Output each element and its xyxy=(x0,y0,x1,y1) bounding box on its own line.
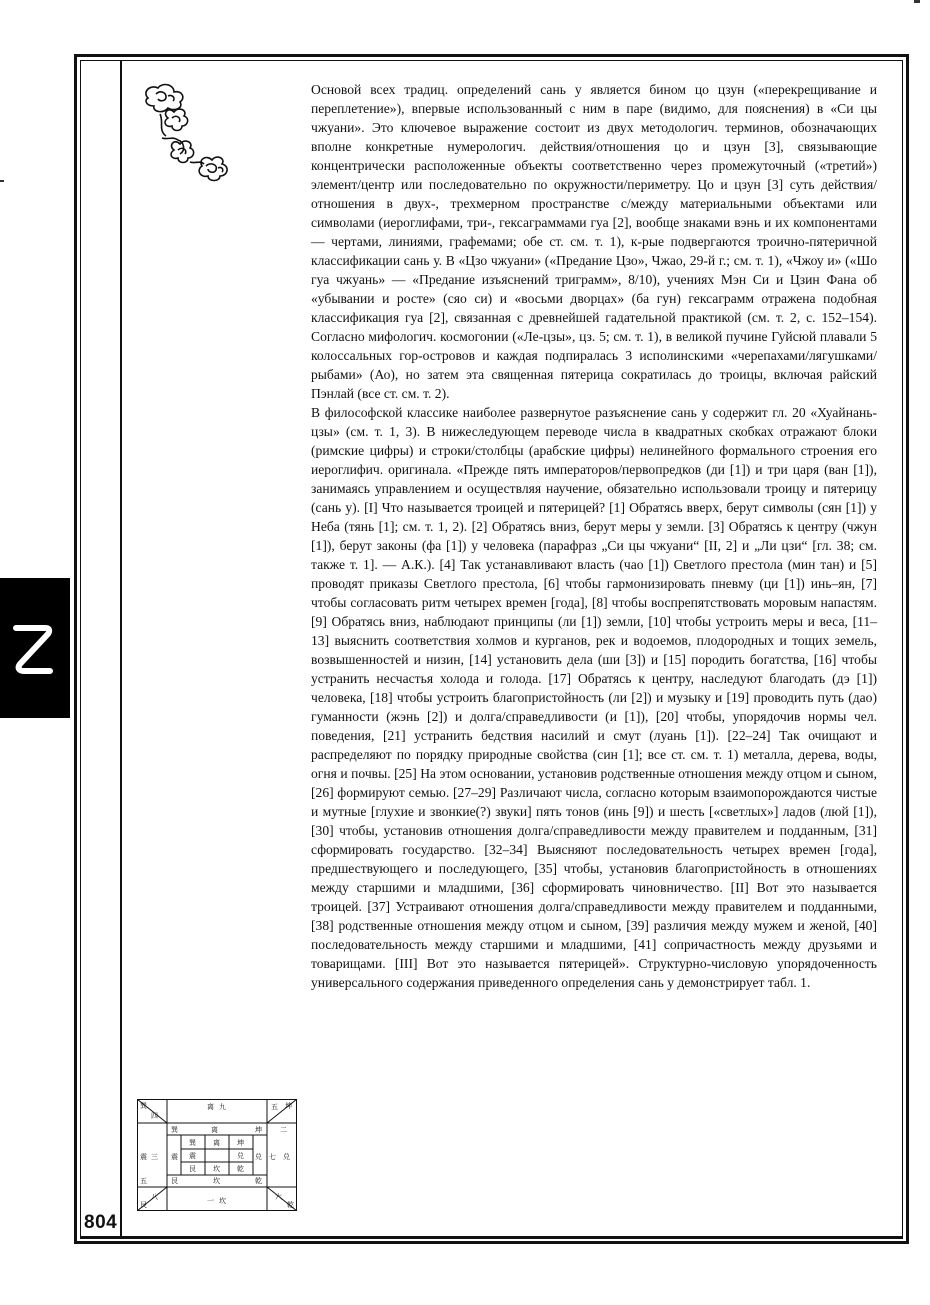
article-body xyxy=(311,80,877,992)
diagram-label: 艮 xyxy=(140,1201,147,1209)
diagram-label: 离 xyxy=(207,1103,214,1111)
diagram-label: 离 xyxy=(213,1139,220,1147)
diagram-label: 震 xyxy=(171,1153,178,1161)
diagram-label: 巽 xyxy=(171,1126,178,1134)
scan-mark xyxy=(914,0,920,3)
diagram-label: 艮 xyxy=(171,1177,178,1185)
diagram-label: 三 xyxy=(151,1153,158,1161)
diagram-label: 坤 xyxy=(285,1102,292,1110)
trigram-square-diagram xyxy=(137,1099,297,1211)
diagram-label: 巽 xyxy=(189,1139,196,1147)
diagram-label: 巽 xyxy=(140,1102,147,1110)
page-number: 804 xyxy=(84,1212,118,1233)
diagram-label: 坎 xyxy=(219,1197,226,1205)
diagram-label: 兑 xyxy=(255,1153,262,1161)
margin-rule xyxy=(120,61,122,1237)
bottom-rule xyxy=(80,1236,903,1239)
yi-glyph-icon xyxy=(10,618,56,678)
cloud-ornament-icon xyxy=(138,80,248,192)
diagram-label: 乾 xyxy=(287,1201,294,1209)
diagram-label: 九 xyxy=(219,1103,226,1111)
diagram-label: 坎 xyxy=(213,1177,220,1185)
diagram-label: 震 xyxy=(189,1152,196,1160)
diagram-label: 兑 xyxy=(283,1153,290,1161)
paragraph-1: Основой всех традиц. определений сань у является бином цо цзун («перекрещивание и переплетение»), впервые использованный с ним в паре (видимо, для пояснения) в «Си цы чжуани». Это ключевое выражение состоит из двух методологич. терминов, обозначающих вполне конкретные нумерологич. действия/отношения цо и цзун [3], связывающие концентрически расположенные объекты соответственно через промежуточный («третий») элемент/центр или последовательно по окружности/периметру. Цо и цзун [3] суть действия/отношения в двух-, трехмерном пространстве с/между материальными объектами или символами (иероглифами, три-, гексаграммами гуа [2], вообще знаками вэнь и их компонентами — чертами, линиями, графемами; обе ст. см. т. 1), к-рые подвергаются троично-пятеричной классификации сань у. В «Цзо чжуани» («Предание Цзо», Чжао, 29-й г.; см. т. 1), «Чжоу и» («Шо гуа чжуань» — «Предание изъяснений триграмм», 8/10), учениях Мэн Си и Цзин Фана об «убывании и росте» (сяо си) и «восьми дворцах» (ба гун) гексаграмм отражена подобная классификация гуа [2], связанная с древнейшей гадательной практикой (см. т. 2, с. 152–154). Согласно мифологич. космогонии («Ле-цзы», цз. 5; см. т. 1), в великой пучине Гуйсюй плавали 5 колоссальных гор-островов и каждая подпиралась 3 исполинскими «черепахами/лягушками/рыбами» (Ао), но затем эта священная пятерица сократилась до троицы, включая райский Пэнлай (все ст. см. т. 2). xyxy=(311,82,877,401)
scan-mark xyxy=(0,180,4,182)
diagram-label: 坎 xyxy=(213,1165,220,1173)
diagram-label: 五 xyxy=(271,1103,278,1111)
diagram-label: 离 xyxy=(211,1126,218,1134)
diagram-label: 坤 xyxy=(237,1139,244,1147)
diagram-label: 七 xyxy=(269,1153,276,1161)
diagram-label: 乾 xyxy=(237,1165,244,1173)
diagram-label: 一 xyxy=(207,1197,214,1205)
diagram-label: 八 xyxy=(151,1193,158,1201)
diagram-label: 艮 xyxy=(189,1165,196,1173)
diagram-label: 四 xyxy=(151,1112,158,1120)
diagram-label: 五 xyxy=(140,1177,147,1185)
section-thumb-tab xyxy=(0,578,70,718)
diagram-label: 二 xyxy=(280,1126,287,1134)
diagram-label: 坤 xyxy=(255,1126,262,1134)
diagram-label: 六 xyxy=(275,1193,282,1201)
paragraph-2: В философской классике наиболее развернутое разъяснение сань у содержит гл. 20 «Хуайнань-цзы» (см. т. 1, 3). В нижеследующем переводе числа в квадратных скобках отражают блоки (римские цифры) и строки/столбцы (арабские цифры) нелинейного формального строения его иероглифич. оригинала. «Прежде пять императоров/первопредков (ди [1]) и три царя (ван [1]), занимаясь управлением и осуществляя научение, обязательно использовали троицу и пятерицу (сань у). [I] Что называется троицей и пятерицей? [1] Обратясь вверх, берут символы (сян [1]) у Неба (тянь [1]; см. т. 1, 2). [2] Обратясь вниз, берут меры у земли. [3] Обратясь к центру (чжун [1]), берут законы (фа [1]) у человека (парафраз „Си цы чжуани“ [II, 2] и „Ли цзи“ [гл. 38; см. также т. 1]. — А.К.). [4] Так устанавливают власть (чао [1]) Светлого престола (мин тан) и [5] проводят приказы Светлого престола, [6] чтобы гармонизировать пневму (ци [1]) инь–ян, [7] чтобы согласовать ритм четырех времен [года], [8] чтобы воспрепятствовать моровым напастям. [9] Обратясь вниз, наблюдают принципы (ли [1]) земли, [10] чтобы устроить меры и веса, [11–13] выяснить соответствия холмов и курганов, рек и водоемов, плодородных и тощих земель, возвышенностей и низин, [14] установить дела (ши [3]) и [15] породить богатства, [16] чтобы устранить несчастья холода и голода. [17] Обратясь к центру, наследуют благодать (дэ [1]) человека, [18] чтобы устроить благопристойность (ли [2]) и музыку и [19] проводить путь (дао) гуманности (жэнь [2]) и долга/справедливости (и [1]), [20] чтобы, упорядочив нормы чел. поведения, [21] устранить бедствия насилий и смут (луань [1]). [22–24] Так очищают и распределяют по порядку природные свойства (син [1]; все ст. см. т. 1) металла, дерева, воды, огня и почвы. [25] На этом основании, установив родственные отношения между отцом и сыном, [26] формируют семью. [27–29] Различают числа, согласно которым взаимопорождаются чистые и мутные [глухие и звонкие(?) звуки] пять тонов (инь [9]) и шесть [«светлых»] ладов (люй [1]), [30] чтобы, установив отношения долга/справедливости между правителем и подданным, [31] сформировать государство. [32–34] Выясняют последовательность четырех времен [года], предшествующего и последующего, [35] чтобы, установив благопристойность в отношениях между старшими и младшими, [36] сформировать чиновничество. [II] Вот это называется троицей. [37] Устраивают отношения долга/справедливости между правителем и подданными, [38] родственные отношения между отцом и сыном, [39] различия между мужем и женой, [40] последовательность между старшими и младшими, [41] сопричастность между друзьями и товарищами. [III] Вот это называется пятерицей». Структурно-числовую упорядоченность универсального содержания приведенного определения сань у демонстрирует табл. 1. xyxy=(311,405,877,990)
diagram-label: 震 xyxy=(140,1153,147,1161)
diagram-label: 兑 xyxy=(237,1152,244,1160)
diagram-label: 乾 xyxy=(255,1177,262,1185)
